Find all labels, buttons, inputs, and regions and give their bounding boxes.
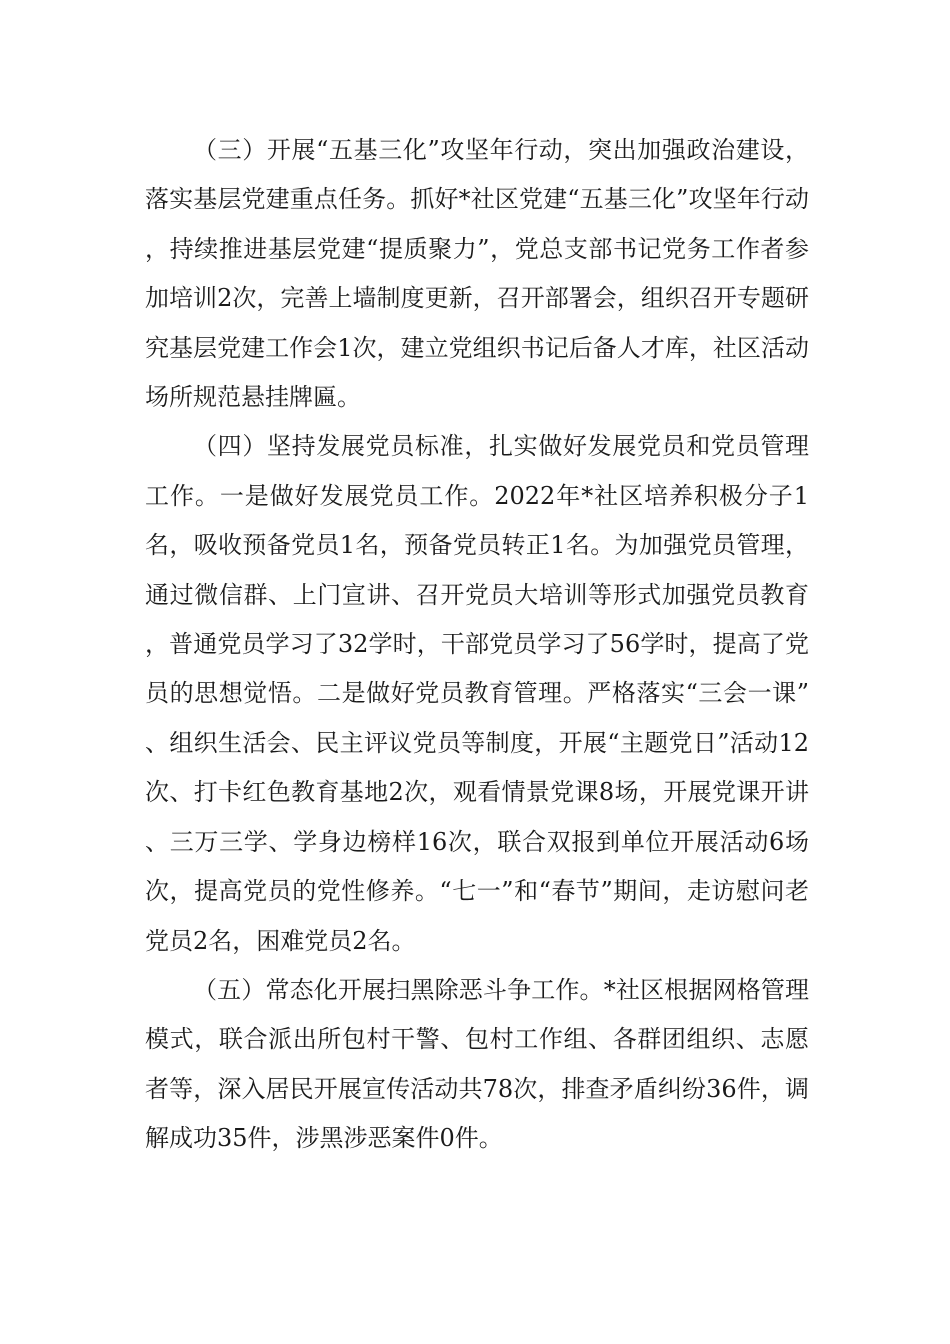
paragraph-section-4: （四）坚持发展党员标准，扎实做好发展党员和党员管理工作。一是做好发展党员工作。2022年*社区培养积极分子1名，吸收预备党员1名，预备党员转正1名。为加强党员管理，通过微信群、上门宣讲、召开党员大培训等形式加强党员教育，普通党员学习了32学时，干部党员学习了56学时，提高了党员的思想觉悟。二是做好党员教育管理。严格落实“三会一课”、组织生活会、民主评议党员等制度，开展“主题党日”活动12次、打卡红色教育基地2次，观看情景党课8场，开展党课开讲、三万三学、学身边榜样16次，联合双报到单位开展活动6场次，提高党员的党性修养。“七一”和“春节”期间，走访慰问老党员2名，困难党员2名。: [145, 432, 809, 955]
paragraph-section-5: （五）常态化开展扫黑除恶斗争工作。*社区根据网格管理模式，联合派出所包村干警、包村工作组、各群团组织、志愿者等，深入居民开展宣传活动共78次，排查矛盾纠纷36件，调解成功35件，涉黑涉恶案件0件。: [145, 975, 809, 1153]
document-body: [145, 126, 809, 1164]
paragraph-section-3: （三）开展“五基三化”攻坚年行动，突出加强政治建设，落实基层党建重点任务。抓好*社区党建“五基三化”攻坚年行动，持续推进基层党建“提质聚力”，党总支部书记党务工作者参加培训2次，完善上墙制度更新，召开部署会，组织召开专题研究基层党建工作会1次，建立党组织书记后备人才库，社区活动场所规范悬挂牌匾。: [145, 136, 809, 412]
